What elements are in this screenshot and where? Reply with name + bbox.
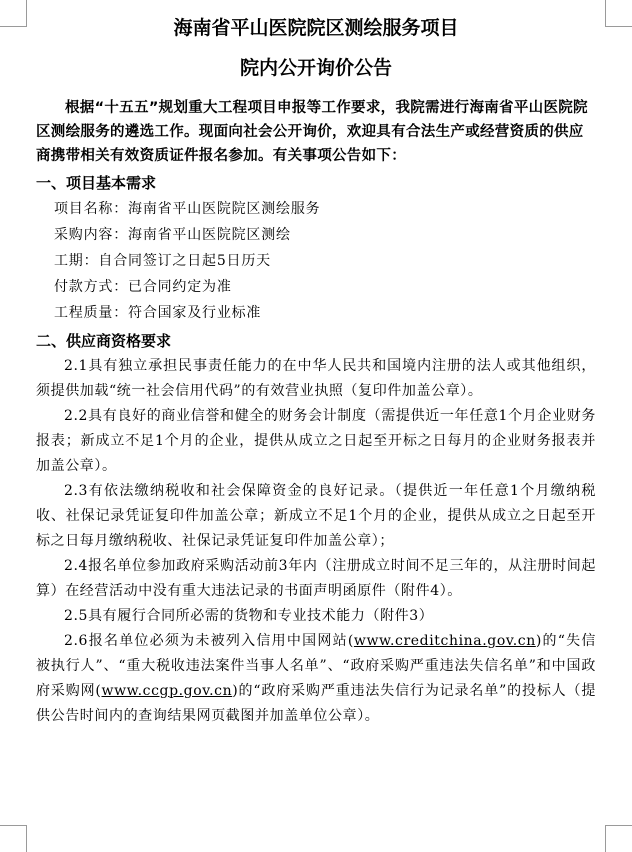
project-name-item: 项目名称：海南省平山医院院区测绘服务 [54, 201, 321, 217]
requirement-2-2: 2.2具有良好的商业信誉和健全的财务会计制度（需提供近一年任意1个月企业财务报表；新成立不足1个月的企业，提供从成立之日起至开标之日每月的企业财务报表并加盖公章）。 [36, 408, 596, 474]
payment-method-item: 付款方式：已合同约定为准 [54, 279, 232, 295]
requirement-2-6-part-c: )的“政府采购严重违法失信行为记录名单”的投标人（提供公告时间内的查询结果网页截图并加盖单位公章）。 [36, 683, 596, 724]
item-label: 采购内容 [54, 227, 114, 243]
item-label: 工期 [54, 253, 84, 269]
requirement-2-6-part-a: 2.6报名单位必须为未被列入信用中国网站( [64, 633, 354, 649]
item-label: 项目名称 [54, 201, 114, 217]
document-title-line2: 院内公开询价公告 [239, 57, 392, 79]
quality-item: 工程质量：符合国家及行业标准 [54, 305, 262, 321]
requirement-2-3: 2.3有依法缴纳税收和社会保障资金的良好记录。（提供近一年任意1个月缴纳税收、社保记录凭证复印件加盖公章；新成立不足1个月的企业，提供从成立之日起至开标之日每月缴纳税收、社保记录凭证复印件加盖公章）； [36, 483, 596, 549]
item-label: 付款方式 [54, 279, 114, 295]
page-corner-mark-top-right [605, 0, 632, 27]
requirement-2-6-part-b: )的“失信被执行人”、“重大税收违法案件当事人名单”、“政府采购严重违法失信名单”和中国政府采购网( [36, 633, 596, 699]
procurement-content-item: 采购内容：海南省平山医院院区测绘 [54, 227, 291, 243]
item-value: 海南省平山医院院区测绘 [128, 227, 291, 243]
document-page [36, 8, 596, 729]
section1-heading: 一、项目基本需求 [36, 174, 157, 192]
page-corner-mark-top-left [0, 0, 27, 27]
section2-heading: 二、供应商资格要求 [36, 332, 172, 350]
item-value: 符合国家及行业标准 [128, 305, 262, 321]
requirement-2-5: 2.5具有履行合同所必需的货物和专业技术能力（附件3） [64, 608, 434, 624]
item-value: 已合同约定为准 [128, 279, 232, 295]
intro-paragraph: 根据“十五五”规划重大工程项目申报等工作要求，我院需进行海南省平山医院院区测绘服务的遴选工作。现面向社会公开询价，欢迎具有合法生产或经营资质的供应商携带相关有效资质证件报名参加。有关事项公告如下： [36, 100, 588, 164]
requirement-2-6 [36, 629, 596, 729]
page-corner-mark-bottom-right [605, 825, 632, 852]
page-corner-mark-bottom-left [0, 825, 27, 852]
duration-item: 工期：自合同签订之日起5日历天 [54, 253, 271, 269]
ccgp-link[interactable]: www.ccgp.gov.cn [101, 683, 233, 699]
requirement-2-4: 2.4报名单位参加政府采购活动前3年内（注册成立时间不足三年的，从注册时间起算）在经营活动中没有重大违法记录的书面声明函原件（附件4）。 [36, 558, 596, 599]
creditchina-link[interactable]: www.creditchina.gov.cn [353, 633, 536, 649]
item-label: 工程质量 [54, 305, 114, 321]
document-title-line1: 海南省平山医院院区测绘服务项目 [173, 17, 459, 39]
item-value: 自合同签订之日起5日历天 [98, 253, 271, 269]
project-info-list [36, 196, 596, 326]
item-value: 海南省平山医院院区测绘服务 [128, 201, 321, 217]
requirement-2-1: 2.1具有独立承担民事责任能力的在中华人民共和国境内注册的法人或其他组织，须提供加载“统一社会信用代码”的有效营业执照（复印件加盖公章）。 [36, 358, 596, 399]
